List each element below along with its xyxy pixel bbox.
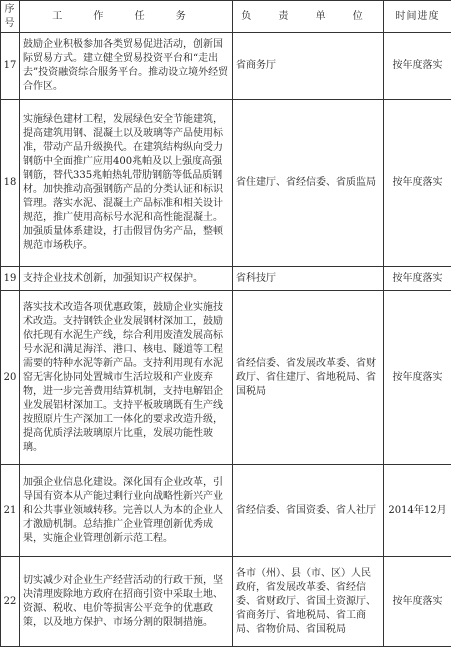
row-time: 按年度落实 [384,33,451,100]
row-num: 18 [1,100,20,267]
row-task: 切实减少对企业生产经营活动的行政干预，坚决清理废除地方政府在招商引资中采取土地、资源、税收、电价等损害公平竞争的优惠政策，以及地方保护、市场分割的限制措施。 [20,557,233,647]
row-task: 实施绿色建材工程，发展绿色安全节能建筑，提高建筑用钢、混凝土以及玻璃等产品使用标准，带动产品升级换代。在建筑结构纵向受力钢筋中全面推广应用400兆帕及以上强度高强钢筋，替代335兆帕热轧带肋钢筋等低品质钢材。加快推动高强钢筋产品的分类认证和标识管理。落实水泥、混凝土产品标准和相关设计规范，推广使用高标号水泥和高性能混凝土。加强质量体系建设，打击假冒伪劣产品，整顿规范市场秩序。 [20,100,233,267]
table-row [1,291,451,465]
row-time: 按年度落实 [384,100,451,267]
row-dept: 省商务厅 [233,33,384,100]
row-num: 17 [1,33,20,100]
table-row [1,33,451,100]
row-num: 22 [1,557,20,647]
row-dept: 省科技厅 [233,267,384,291]
row-time: 2014年12月 [384,465,451,557]
table-row [1,267,451,291]
row-dept: 各市（州）、县（市、区）人民政府，省发展改革委、省经信委、省财政厅、省国土资源厅、省商务厅、省地税局、省工商局、省物价局、省国税局 [233,557,384,647]
header-num: 序号 [1,1,20,33]
row-time: 按年度落实 [384,267,451,291]
row-task: 落实技术改造各项优惠政策，鼓励企业实施技术改造。支持钢铁企业发展钢材深加工，鼓励依托现有水泥生产线，综合利用废渣发展高标号水泥和满足海洋、港口、核电、隧道等工程需要的特种水泥等新产品。支持利用现有水泥窑无害化协同处置城市生活垃圾和产业废弃物，进一步完善费用结算机制，支持电解铝企业发展铝材深加工。支持平板玻璃既有生产线按照原片生产深加工一体化的要求改造升级，提高优质浮法玻璃原片比重，发展功能性玻璃。 [20,291,233,465]
table-row [1,465,451,557]
row-dept: 省经信委、省发展改革委、省财政厅、省住建厅、省地税局、省国税局 [233,291,384,465]
row-task: 支持企业技术创新，加强知识产权保护。 [20,267,233,291]
row-time: 按年度落实 [384,557,451,647]
header-dept: 负 责 单 位 [233,1,384,33]
row-num: 21 [1,465,20,557]
row-num: 20 [1,291,20,465]
row-dept: 省经信委、省国资委、省人社厅 [233,465,384,557]
header-row [1,1,451,33]
row-task: 加强企业信息化建设。深化国有企业改革，引导国有资本从产能过剩行业向战略性新兴产业和公共事业领域转移。完善以人为本的企业人才激励机制。总结推广企业管理创新优秀成果，实施企业管理创新示范工程。 [20,465,233,557]
row-dept: 省住建厅、省经信委、省质监局 [233,100,384,267]
row-task: 鼓励企业积极参加各类贸易促进活动，创新国际贸易方式。建立健全贸易投资平台和“走出去”投资融资综合服务平台。推动设立境外经贸合作区。 [20,33,233,100]
row-time: 按年度落实 [384,291,451,465]
header-time: 时间进度 [384,1,451,33]
table-row [1,557,451,647]
row-num: 19 [1,267,20,291]
table-row [1,100,451,267]
header-task: 工 作 任 务 [20,1,233,33]
